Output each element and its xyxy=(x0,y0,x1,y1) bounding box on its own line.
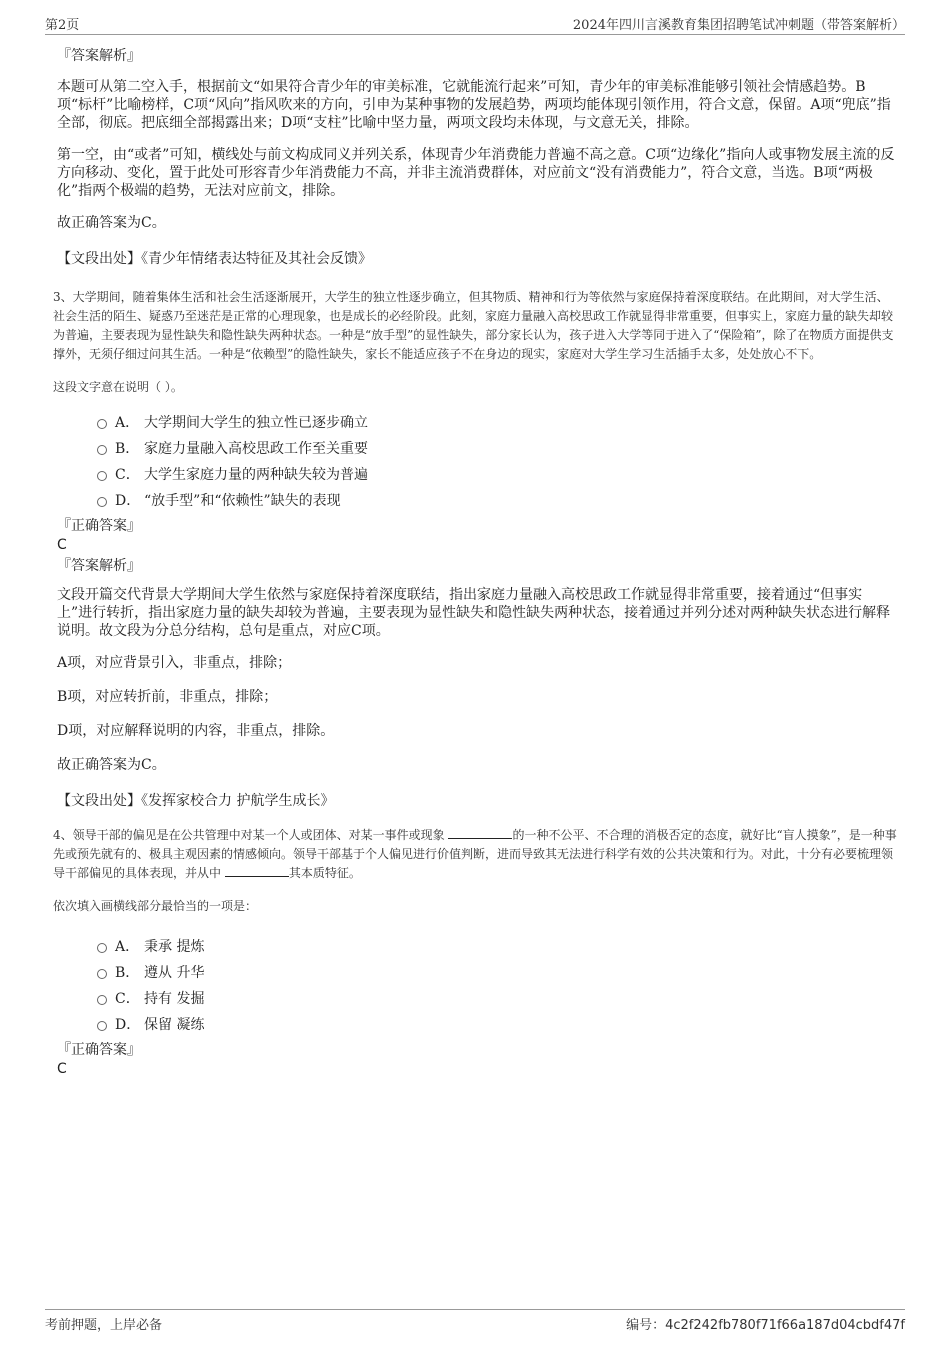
q4-stem: 4、领导干部的偏见是在公共管理中对某一个人或团体、对某一事件或现象 的一种不公平、不合理的消极否定的态度，就好比“盲人摸象”，是一种事先或预先就有的、极具主观因素的情感倾向。领导干部基于个人偏见进行价值判断，进而导致其无法进行科学有效的公共决策和行为。对此，十分有必要梳理领导干部偏见的具体表现，并从中 其本质特征。 xyxy=(53,828,897,880)
radio-icon[interactable] xyxy=(97,943,107,953)
q4-option-b[interactable]: B． 遵从 升华 xyxy=(57,960,897,986)
q2-analysis-label: 『答案解析』 xyxy=(57,48,141,64)
q3-analysis-label: 『答案解析』 xyxy=(57,558,141,574)
q4-options xyxy=(57,934,897,1038)
q4-option-d[interactable]: D． 保留 凝练 xyxy=(57,1012,897,1038)
fill-blank-2 xyxy=(225,864,289,877)
q4-answer: C xyxy=(57,1061,67,1077)
q3-analysis: 文段开篇交代背景大学期间大学生依然与家庭保持着深度联结，指出家庭力量融入高校思政工作就显得非常重要，接着通过“但事实上”进行转折，指出家庭力量的缺失却较为普遍，主要表现为显性缺失和隐性缺失两种状态，接着通过并列分述对两种缺失状态进行解释说明。故文段为分总分结构，总句是重点，对应C项。 xyxy=(57,587,891,639)
q3-options xyxy=(57,410,897,514)
q3-option-d[interactable]: D． “放手型”和“依赖性”缺失的表现 xyxy=(57,488,897,514)
q4-answer-label: 『正确答案』 xyxy=(57,1042,141,1058)
fill-blank-1 xyxy=(448,826,512,839)
q3-note-d: D项，对应解释说明的内容，非重点，排除。 xyxy=(57,723,335,739)
radio-icon[interactable] xyxy=(97,497,107,507)
radio-icon[interactable] xyxy=(97,445,107,455)
page-number: 第2页 xyxy=(45,18,80,33)
page-content xyxy=(53,46,897,1078)
page-footer xyxy=(45,1309,905,1332)
q3-question: 这段文字意在说明（ ）。 xyxy=(53,380,183,394)
q2-analysis-para2: 第一空，由“或者”可知，横线处与前文构成同义并列关系，体现青少年消费能力普遍不高之意。C项“边缘化”指向人或事物发展主流的反方向移动、变化，置于此处可形容青少年消费能力不高，并非主流消费群体，对应前文“没有消费能力”，符合文意，当选。B项“两极化”指两个极端的趋势，无法对应前文，排除。 xyxy=(57,147,895,199)
radio-icon[interactable] xyxy=(97,969,107,979)
q2-conclusion: 故正确答案为C。 xyxy=(57,215,166,231)
document-title: 2024年四川言溪教育集团招聘笔试冲刺题（带答案解析） xyxy=(572,18,905,33)
q3-conclusion: 故正确答案为C。 xyxy=(57,757,166,773)
radio-icon[interactable] xyxy=(97,471,107,481)
q4-question: 依次填入画横线部分最恰当的一项是： xyxy=(53,899,258,913)
q3-source: 【文段出处】《发挥家校合力 护航学生成长》 xyxy=(57,793,335,809)
q3-answer: C xyxy=(57,537,67,553)
q2-source: 【文段出处】《青少年情绪表达特征及其社会反馈》 xyxy=(57,251,372,267)
radio-icon[interactable] xyxy=(97,995,107,1005)
radio-icon[interactable] xyxy=(97,419,107,429)
q4-option-c[interactable]: C． 持有 发掘 xyxy=(57,986,897,1012)
q3-option-a[interactable]: A． 大学期间大学生的独立性已逐步确立 xyxy=(57,410,897,436)
q3-note-a: A项，对应背景引入，非重点，排除； xyxy=(57,655,292,671)
q3-option-b[interactable]: B． 家庭力量融入高校思政工作至关重要 xyxy=(57,436,897,462)
q4-option-a[interactable]: A． 秉承 提炼 xyxy=(57,934,897,960)
page-header xyxy=(45,10,905,35)
q3-note-b: B项，对应转折前，非重点，排除； xyxy=(57,689,278,705)
q2-analysis-para1: 本题可从第二空入手，根据前文“如果符合青少年的审美标准，它就能流行起来”可知，青少年的审美标准能够引领社会情感趋势。B项“标杆”比喻榜样，C项“风向”指风吹来的方向，引申为某种事物的发展趋势，两项均能体现引领作用，符合文意，保留。A项“兜底”指全部，彻底。把底细全部揭露出来；D项“支柱”比喻中坚力量，两项文段均未体现，与文意无关，排除。 xyxy=(57,79,891,131)
q3-option-c[interactable]: C． 大学生家庭力量的两种缺失较为普遍 xyxy=(57,462,897,488)
radio-icon[interactable] xyxy=(97,1021,107,1031)
footer-slogan: 考前押题，上岸必备 xyxy=(45,1318,163,1333)
q3-answer-label: 『正确答案』 xyxy=(57,518,141,534)
document-code: 编号：4c2f242fb780f71f66a187d04cbdf47f xyxy=(626,1318,905,1333)
q3-stem: 3、大学期间，随着集体生活和社会生活逐渐展开，大学生的独立性逐步确立，但其物质、精神和行为等依然与家庭保持着深度联结。在此期间，对大学生活、社会生活的陌生、疑惑乃至迷茫是正常的心理现象，也是成长的必经阶段。此刻，家庭力量融入高校思政工作就显得非常重要，但事实上，家庭力量的缺失却较为普遍，主要表现为显性缺失和隐性缺失两种状态。一种是“放手型”的显性缺失，部分家长认为，孩子进入大学等同于进入了“保险箱”，除了在物质方面提供支撑外，无须仔细过问其生活。一种是“依赖型”的隐性缺失，家长不能适应孩子不在身边的现实，家庭对大学生学习生活插手太多，处处放心不下。 xyxy=(53,290,894,361)
